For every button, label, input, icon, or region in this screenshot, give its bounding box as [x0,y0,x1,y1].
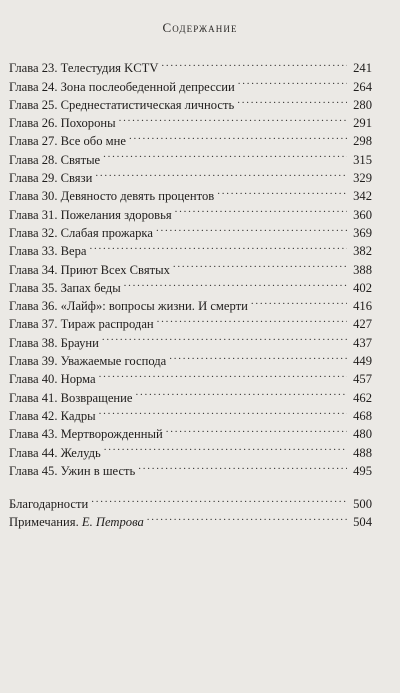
page-number: 402 [353,280,372,295]
notes-author: Е. Петрова [81,515,144,530]
dot-leader [119,109,347,127]
dot-leader [103,145,347,163]
chapter-title: Глава 29. Связи [9,171,93,186]
page-number: 280 [353,97,372,112]
page-number: 382 [353,244,372,259]
page-number: 315 [353,152,372,167]
dot-leader [157,310,347,328]
dot-leader [129,127,347,145]
page-title: Содержание [162,20,238,35]
chapter-title: Глава 39. Уважаемые господа [9,354,167,369]
page-number: 457 [353,372,372,387]
dot-leader [91,490,347,508]
page-number: 488 [353,445,372,460]
dot-leader [124,274,347,292]
chapter-title: Глава 45. Ужин в шесть [9,463,136,478]
chapter-title: Глава 23. Телестудия KCTV [9,61,159,76]
page-number: 388 [353,262,372,277]
chapter-title: Глава 26. Похороны [9,116,116,131]
notes-label: Примечания. [9,515,79,530]
dot-leader [138,457,347,475]
table-of-contents [9,54,372,530]
chapter-title: Глава 37. Тираж распродан [9,317,154,332]
page-number: 241 [353,61,372,76]
dot-leader [166,420,347,438]
dot-leader [102,328,347,346]
page-number: 437 [353,335,372,350]
acknowledgements-title: Благодарности [9,497,89,512]
page-number: 504 [353,515,372,530]
page-number: 468 [353,408,372,423]
dot-leader [217,182,347,200]
dot-leader [169,347,347,365]
chapter-title: Глава 28. Святые [9,152,101,167]
dot-leader [175,200,347,218]
toc-row [9,54,372,76]
chapter-title: Глава 34. Приют Всех Святых [9,262,170,277]
dot-leader [104,438,347,456]
dot-leader [135,383,347,401]
page-number: 329 [353,171,372,186]
page-number: 500 [353,497,372,512]
chapter-title: Глава 24. Зона послеобеденной депрессии [9,79,235,94]
dot-leader [147,508,347,526]
page-number: 480 [353,427,372,442]
chapter-title: Глава 32. Слабая прожарка [9,225,153,240]
dot-leader [238,72,347,90]
chapter-title: Глава 25. Среднестатистическая личность [9,97,235,112]
dot-leader [237,91,347,109]
dot-leader [251,292,347,310]
page-number: 495 [353,463,372,478]
page-number: 416 [353,299,372,314]
dot-leader [173,255,347,273]
page-number: 298 [353,134,372,149]
page-number: 449 [353,354,372,369]
chapter-title: Глава 40. Норма [9,372,96,387]
page-number: 427 [353,317,372,332]
dot-leader [99,365,347,383]
chapter-title: Глава 33. Вера [9,244,87,259]
toc-row-acknowledgements [9,490,372,512]
dot-leader [90,237,348,255]
page-number: 291 [353,116,372,131]
chapter-title: Глава 35. Запах беды [9,280,121,295]
dot-leader [95,164,347,182]
page-number: 264 [353,79,372,94]
dot-leader [156,219,347,237]
chapter-title: Глава 36. «Лайф»: вопросы жизни. И смерти [9,299,248,314]
page-number: 360 [353,207,372,222]
page-number: 462 [353,390,372,405]
chapter-title: Глава 31. Пожелания здоровья [9,207,172,222]
chapter-title: Глава 30. Девяносто девять процентов [9,189,215,204]
chapter-title: Глава 43. Мертворожденный [9,427,163,442]
dot-leader [99,402,347,420]
page-number: 369 [353,225,372,240]
chapter-title: Глава 44. Желудь [9,445,101,460]
chapter-title: Глава 42. Кадры [9,408,96,423]
page-number: 342 [353,189,372,204]
notes-title [9,513,144,531]
chapter-title: Глава 27. Все обо мне [9,134,126,149]
dot-leader [161,54,347,72]
chapter-title: Глава 41. Возвращение [9,390,133,405]
chapter-title: Глава 38. Брауни [9,335,99,350]
